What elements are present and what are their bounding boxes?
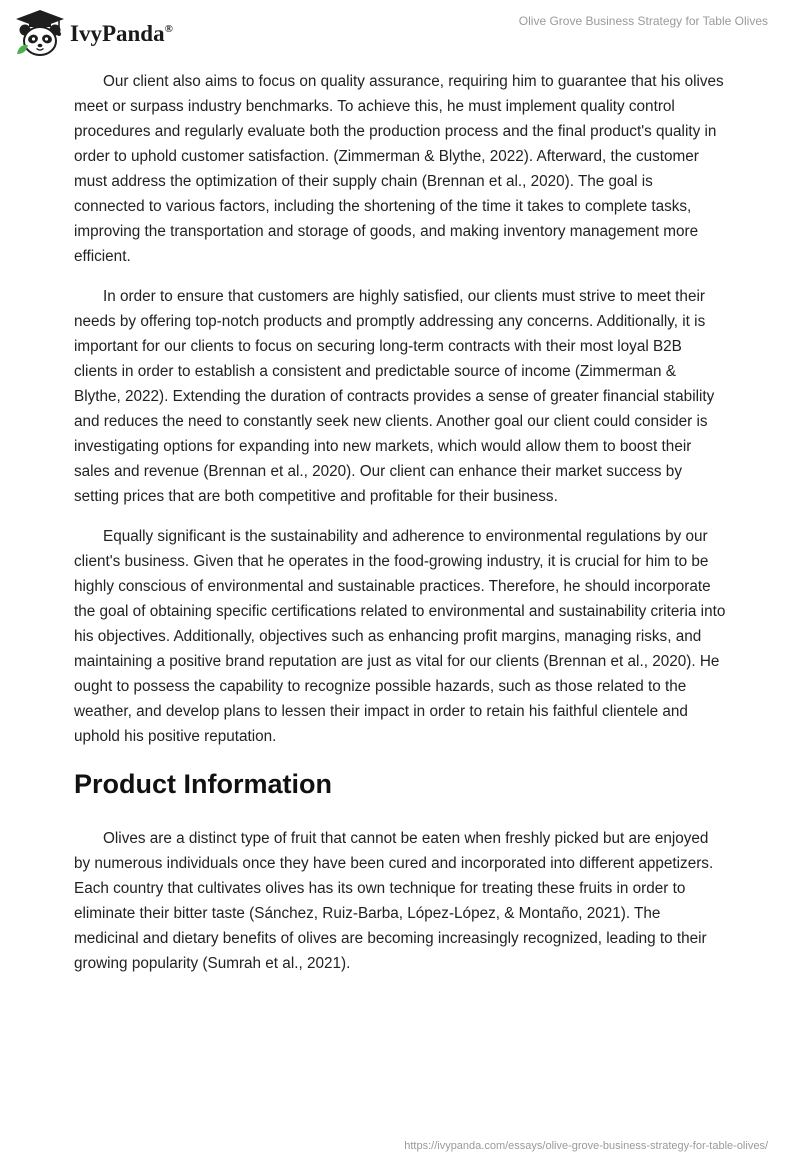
- running-title: Olive Grove Business Strategy for Table Olives: [518, 14, 768, 28]
- page-header: [0, 0, 800, 66]
- panda-graduate-icon: [13, 8, 67, 58]
- registered-mark: ®: [164, 23, 173, 35]
- paragraph-customer-satisfaction: In order to ensure that customers are highly satisfied, our clients must strive to meet their needs by offering top-notch products and promptly addressing any concerns. Additionally, it is important for our clients to focus on securing long-term contracts with their most loyal B2B clients in order to establish a consistent and predictable source of income (Zimmerman & Blythe, 2022). Extending the duration of contracts provides a sense of greater financial stability and reduces the need to constantly seek new clients. Another goal our client could consider is investigating options for expanding into new markets, which would allow them to boost their sales and revenue (Brennan et al., 2020). Our client can enhance their market success by setting prices that are both competitive and profitable for their business.: [74, 288, 715, 505]
- brand-name: [70, 21, 173, 47]
- paragraph-olives: Olives are a distinct type of fruit that cannot be eaten when freshly picked but are enjoyed by numerous individuals once they have been cured and incorporated into different appetizers. Each country that cultivates olives has its own technique for treating these fruits in order to eliminate their bitter taste (Sánchez, Ruiz-Barba, López-López, & Montaño, 2021). The medicinal and dietary benefits of olives are becoming increasingly recognized, leading to their growing popularity (Sumrah et al., 2021).: [74, 830, 714, 972]
- section-heading-product-information: Product Information: [74, 769, 332, 799]
- paragraph-sustainability: Equally significant is the sustainability and adherence to environmental regulations by our client's business. Given that he operates in the food-growing industry, it is crucial for him to be highly conscious of environmental and sustainable practices. Therefore, he should incorporate the goal of obtaining specific certifications related to environmental and sustainability criteria into his objectives. Additionally, objectives such as enhancing profit margins, managing risks, and maintaining a positive brand reputation are just as vital for our clients (Brennan et al., 2020). He ought to possess the capability to recognize possible hazards, such as those related to the weather, and develop plans to lessen their impact in order to retain his faithful clientele and uphold his positive reputation.: [74, 528, 726, 745]
- essay-body: [74, 69, 726, 991]
- ivypanda-logo[interactable]: [13, 8, 173, 58]
- source-url-link[interactable]: https://ivypanda.com/essays/olive-grove-business-strategy-for-table-olives/: [404, 1140, 768, 1152]
- paragraph-quality-assurance: Our client also aims to focus on quality assurance, requiring him to guarantee that his olives meet or surpass industry benchmarks. To achieve this, he must implement quality control procedures and regularly evaluate both the production process and the final product's quality in order to uphold customer satisfaction. (Zimmerman & Blythe, 2022). Afterward, the customer must address the optimization of their supply chain (Brennan et al., 2020). The goal is connected to various factors, including the shortening of the time it takes to complete tasks, improving the transportation and storage of goods, and making inventory management more efficient.: [74, 73, 724, 265]
- brand-name-text: IvyPanda: [70, 21, 165, 46]
